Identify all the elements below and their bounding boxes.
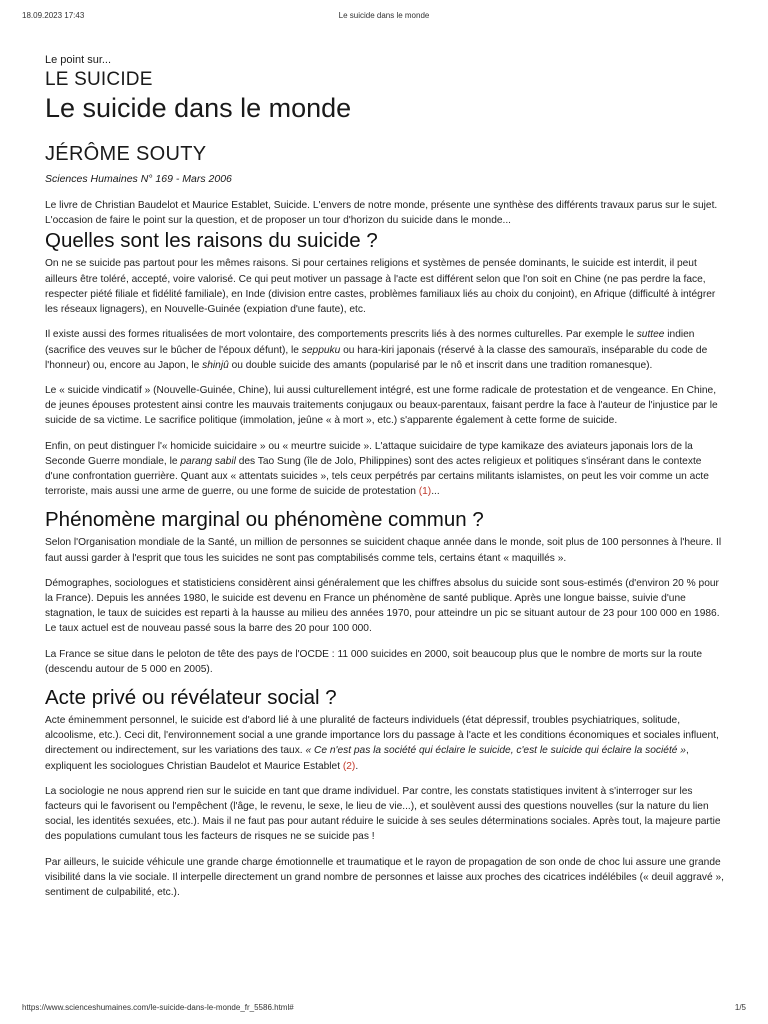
print-datetime: 18.09.2023 17:43 [22,11,85,20]
section-paragraph: Par ailleurs, le suicide véhicule une grande charge émotionnelle et traumatique et le rayon de propagation de son onde de choc lui assure une grande visibilité dans la vie sociale. Il interpelle directement un grand nombre de personnes et laisse aux proches des cicatrices indélébiles (« deuil aggravé », sentiment de culpabilité, etc.). [45,856,724,898]
italic-term: seppuku [301,344,341,356]
article-title: Le suicide dans le monde [45,93,352,123]
section-paragraph: La France se situe dans le peloton de tête des pays de l'OCDE : 11 000 suicides en 2000, soit beaucoup plus que le nombre de morts sur la route (descendu autour de 5 000 en 2005). [45,648,702,675]
section-heading-phenomene: Phénomène marginal ou phénomène commun ? [45,508,484,532]
section-paragraph: Démographes, sociologues et statisticiens considèrent ainsi généralement que les chiffres absolus du suicide sont sous-estimés (d'environ 20 % pour la France). Depuis les années 1980, le suicide est devenu en France un phénomène de santé publique. Après une longue baisse, suivie d'une stagnation, le taux de suicides est reparti à la hausse au milieu des années 1970, pour atteindre un pic se situant autour de 23 pour 100 000 en 1986. Le taux actuel est de nouveau passé sous la barre des 20 pour 100 000. [45,577,720,635]
italic-term: parang sabil [180,455,236,467]
footnote-link-2[interactable]: (2) [342,760,356,772]
article-kicker: Le point sur... [45,54,112,66]
section-paragraph: Selon l'Organisation mondiale de la Santé, un million de personnes se suicident chaque année dans le monde, soit plus de 100 personnes à l'heure. Il faut aussi garder à l'esprit que tous les suicides ne sont pas comptabilisés comme tels, certains étant « maquillés ». [45,537,722,564]
article-source: Sciences Humaines N° 169 - Mars 2006 [45,173,232,186]
article-intro: Le livre de Christian Baudelot et Maurice Establet, Suicide. L'envers de notre monde, présente une synthèse des différents travaux parus sur le sujet. L'occasion de faire le point sur la question, et de proposer un tour d'horizon du suicide dans le monde... [45,200,718,227]
print-page-number: 1/5 [734,1003,746,1012]
section-paragraph: Il existe aussi des formes ritualisées de mort volontaire, des comportements prescrits liés à des normes culturelles. Par exemple le suttee indien (sacrifice des veuves sur le bûcher de l'époux défunt), le seppuku ou hara-kiri japonais (réservé à la classe des samouraïs, inséparable du code de l'honneur) ou, encore au Japon, le shinjû ou double suicide des amants (popularisé par le nô et inscrit dans une tradition romanesque). [45,329,708,371]
article-author[interactable]: JÉRÔME SOUTY [45,143,207,166]
section-paragraph: Le « suicide vindicatif » (Nouvelle-Guinée, Chine), lui aussi culturellement intégré, est une forme radicale de protestation et de vengeance. En Chine, de jeunes épouses protestent ainsi contre les mauvais traitements conjugaux ou beaux-parentaux, faisant perdre la face à l'auteur de l'injustice par le suicide de sa victime. Le sacrifice politique (immolation, jeûne « à mort », etc.) s'apparente également à cette forme de suicide. [45,384,718,427]
print-page-title: Le suicide dans le monde [338,11,430,20]
footnote-link-1[interactable]: (1) [418,486,432,498]
section-paragraph: Enfin, on peut distinguer l'« homicide suicidaire » ou « meurtre suicide ». L'attaque suicidaire de type kamikaze des aviateurs japonais lors de la Seconde Guerre mondiale, le parang sabil des Tao Sung (île de Jolo, Philippines) sont des actes religieux et politiques s'insérant dans le contexte d'une confrontation guerrière. Quant aux « attentats suicides », tels ceux perpétrés par certains militants islamistes, on peut les voir comme un acte terroriste, mais aussi une arme de guerre, ou une forme de suicide de protestation (1)... [45,440,709,498]
section-heading-acte: Acte privé ou révélateur social ? [45,685,337,709]
italic-term: shinjû [202,359,229,371]
italic-quote: « Ce n'est pas la société qui éclaire le suicide, c'est le suicide qui éclaire la société » [305,745,686,757]
article [45,54,727,900]
print-url[interactable]: https://www.scienceshumaines.com/le-suicide-dans-le-monde_fr_5586.html# [22,1003,294,1012]
italic-term: suttee [636,329,665,341]
section-paragraph: On ne se suicide pas partout pour les mêmes raisons. Si pour certaines religions et systèmes de pensée dominants, le suicide est interdit, il peut ailleurs être toléré, accepté, voire valorisé. Ce qui peut motiver un passage à l'acte est différent selon que l'on soit en Chine (ne pas perdre la face, respecter piété filiale et fidélité familiale), en Inde (division entre castes, problèmes familiaux liés au choix du conjoint), en Afrique (difficulté à intégrer les réseaux lignagers), en Nouvelle-Guinée (expiation d'une faute), etc. [45,258,716,316]
article-rubric[interactable]: LE SUICIDE [45,69,153,90]
section-paragraph: Acte éminemment personnel, le suicide est d'abord lié à une pluralité de facteurs individuels (état dépressif, troubles psychiatriques, solitude, alcoolisme, etc.). Ceci dit, l'environnement social a une grande importance lors du passage à l'acte et les conditions économiques et sociales influent, directement ou indirectement, sur les variations des taux. « Ce n'est pas la société qui éclaire le suicide, c'est le suicide qui éclaire la société », expliquent les sociologues Christian Baudelot et Maurice Establet (2). [45,714,719,772]
section-heading-raisons: Quelles sont les raisons du suicide ? [45,229,378,253]
section-paragraph: La sociologie ne nous apprend rien sur le suicide en tant que drame individuel. Par contre, les constats statistiques invitent à s'interroger sur les facteurs qui le favorisent ou l'empêchent (l'âge, le revenu, le sexe, le lieu de vie...), et soulèvent aussi des questions nouvelles (sur la nature du lien social, les identités sexuées, etc.). Mais il ne faut pas pour autant réduire le suicide à ses seules déterminations sociales. Après tout, la majeure partie des populations cumulant tous les facteurs de risques ne se suicide pas ! [45,785,721,843]
